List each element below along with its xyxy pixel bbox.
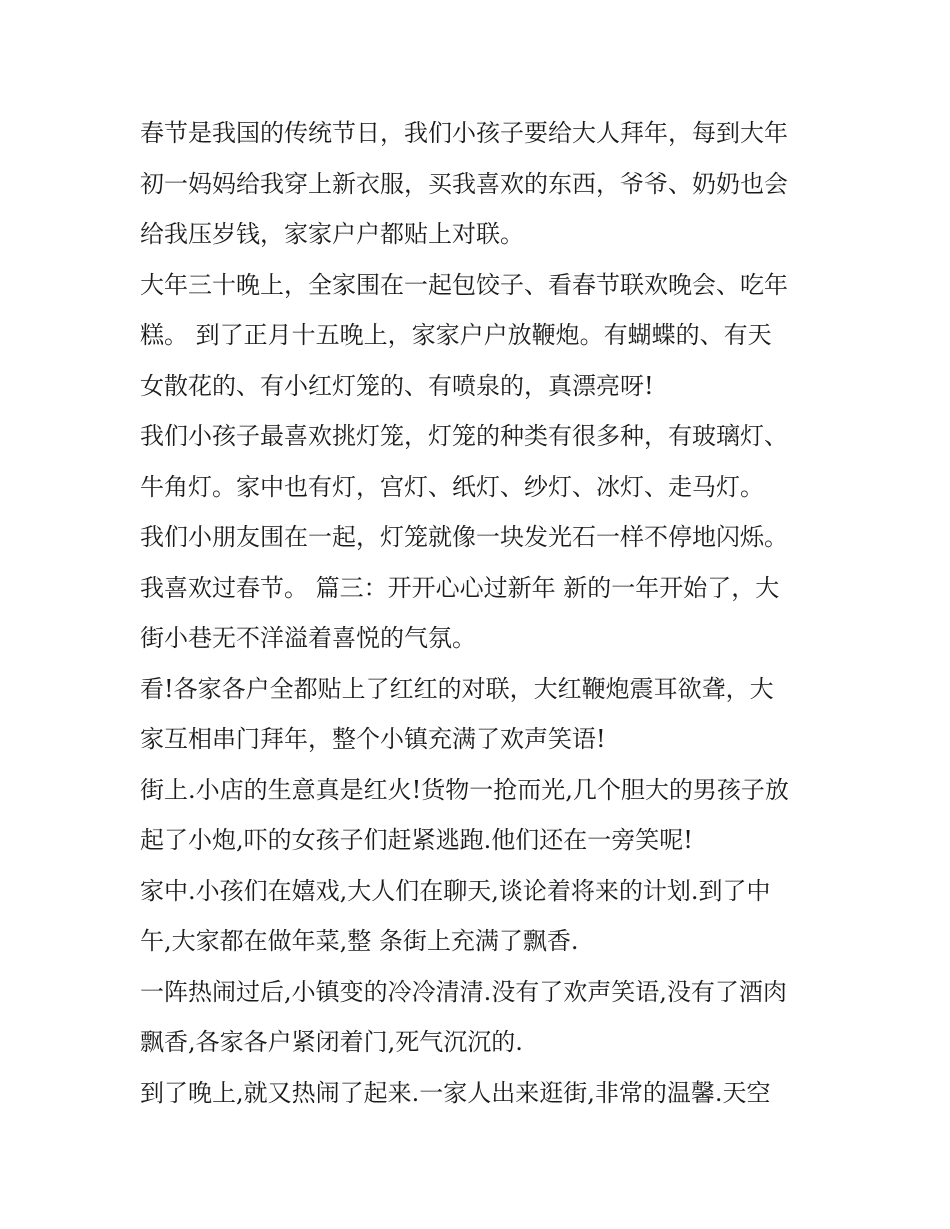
text-line-10: 我喜欢过春节。 篇三：开开心心过新年 新的一年开始了，大 [140, 573, 780, 602]
text-line-19: 飘香,各家各户紧闭着门,死气沉沉的. [140, 1028, 523, 1056]
text-line-9: 我们小朋友围在一起，灯笼就像一块发光石一样不停地闪烁。 [140, 523, 788, 551]
text-line-4: 大年三十晚上，全家围在一起包饺子、看春节联欢晚会、吃年 [140, 270, 788, 299]
text-line-7: 我们小孩子最喜欢挑灯笼，灯笼的种类有很多种，有玻璃灯、 [140, 422, 788, 450]
body-text [140, 108, 830, 1118]
text-line-12: 看!各家各户全都贴上了红红的对联，大红鞭炮震耳欲聋，大 [140, 674, 774, 703]
text-line-20: 到了晚上,就又热闹了起来.一家人出来逛街,非常的温馨.天空 [140, 1078, 771, 1107]
text-line-3: 给我压岁钱，家家户户都贴上对联。 [140, 220, 524, 248]
text-line-15: 起了小炮,吓的女孩子们赶紧逃跑.他们还在一旁笑呢! [140, 826, 693, 854]
text-line-1: 春节是我国的传统节日，我们小孩子要给大人拜年，每到大年 [140, 119, 788, 147]
text-line-16: 家中.小孩们在嬉戏,大人们在聊天,谈论着将来的计划.到了中 [140, 876, 771, 905]
text-line-11: 街小巷无不洋溢着喜悦的气氛。 [140, 624, 476, 652]
text-line-18: 一阵热闹过后,小镇变的冷冷清清.没有了欢声笑语,没有了酒肉 [140, 977, 787, 1006]
text-line-17: 午,大家都在做年菜,整 条街上充满了飘香. [140, 927, 579, 955]
text-line-8: 牛角灯。家中也有灯，宫灯、纸灯、纱灯、冰灯、走马灯。 [140, 472, 764, 501]
text-line-14: 街上.小店的生意真是红火!货物一抢而光,几个胆大的男孩子放 [140, 775, 789, 804]
text-line-6: 女散花的、有小红灯笼的、有喷泉的，真漂亮呀! [140, 371, 654, 400]
text-line-2: 初一妈妈给我穿上新衣服，买我喜欢的东西，爷爷、奶奶也会 [140, 169, 788, 198]
text-line-5: 糕。 到了正月十五晚上，家家户户放鞭炮。有蝴蝶的、有天 [140, 321, 772, 349]
text-line-13: 家互相串门拜年，整个小镇充满了欢声笑语! [140, 725, 606, 753]
